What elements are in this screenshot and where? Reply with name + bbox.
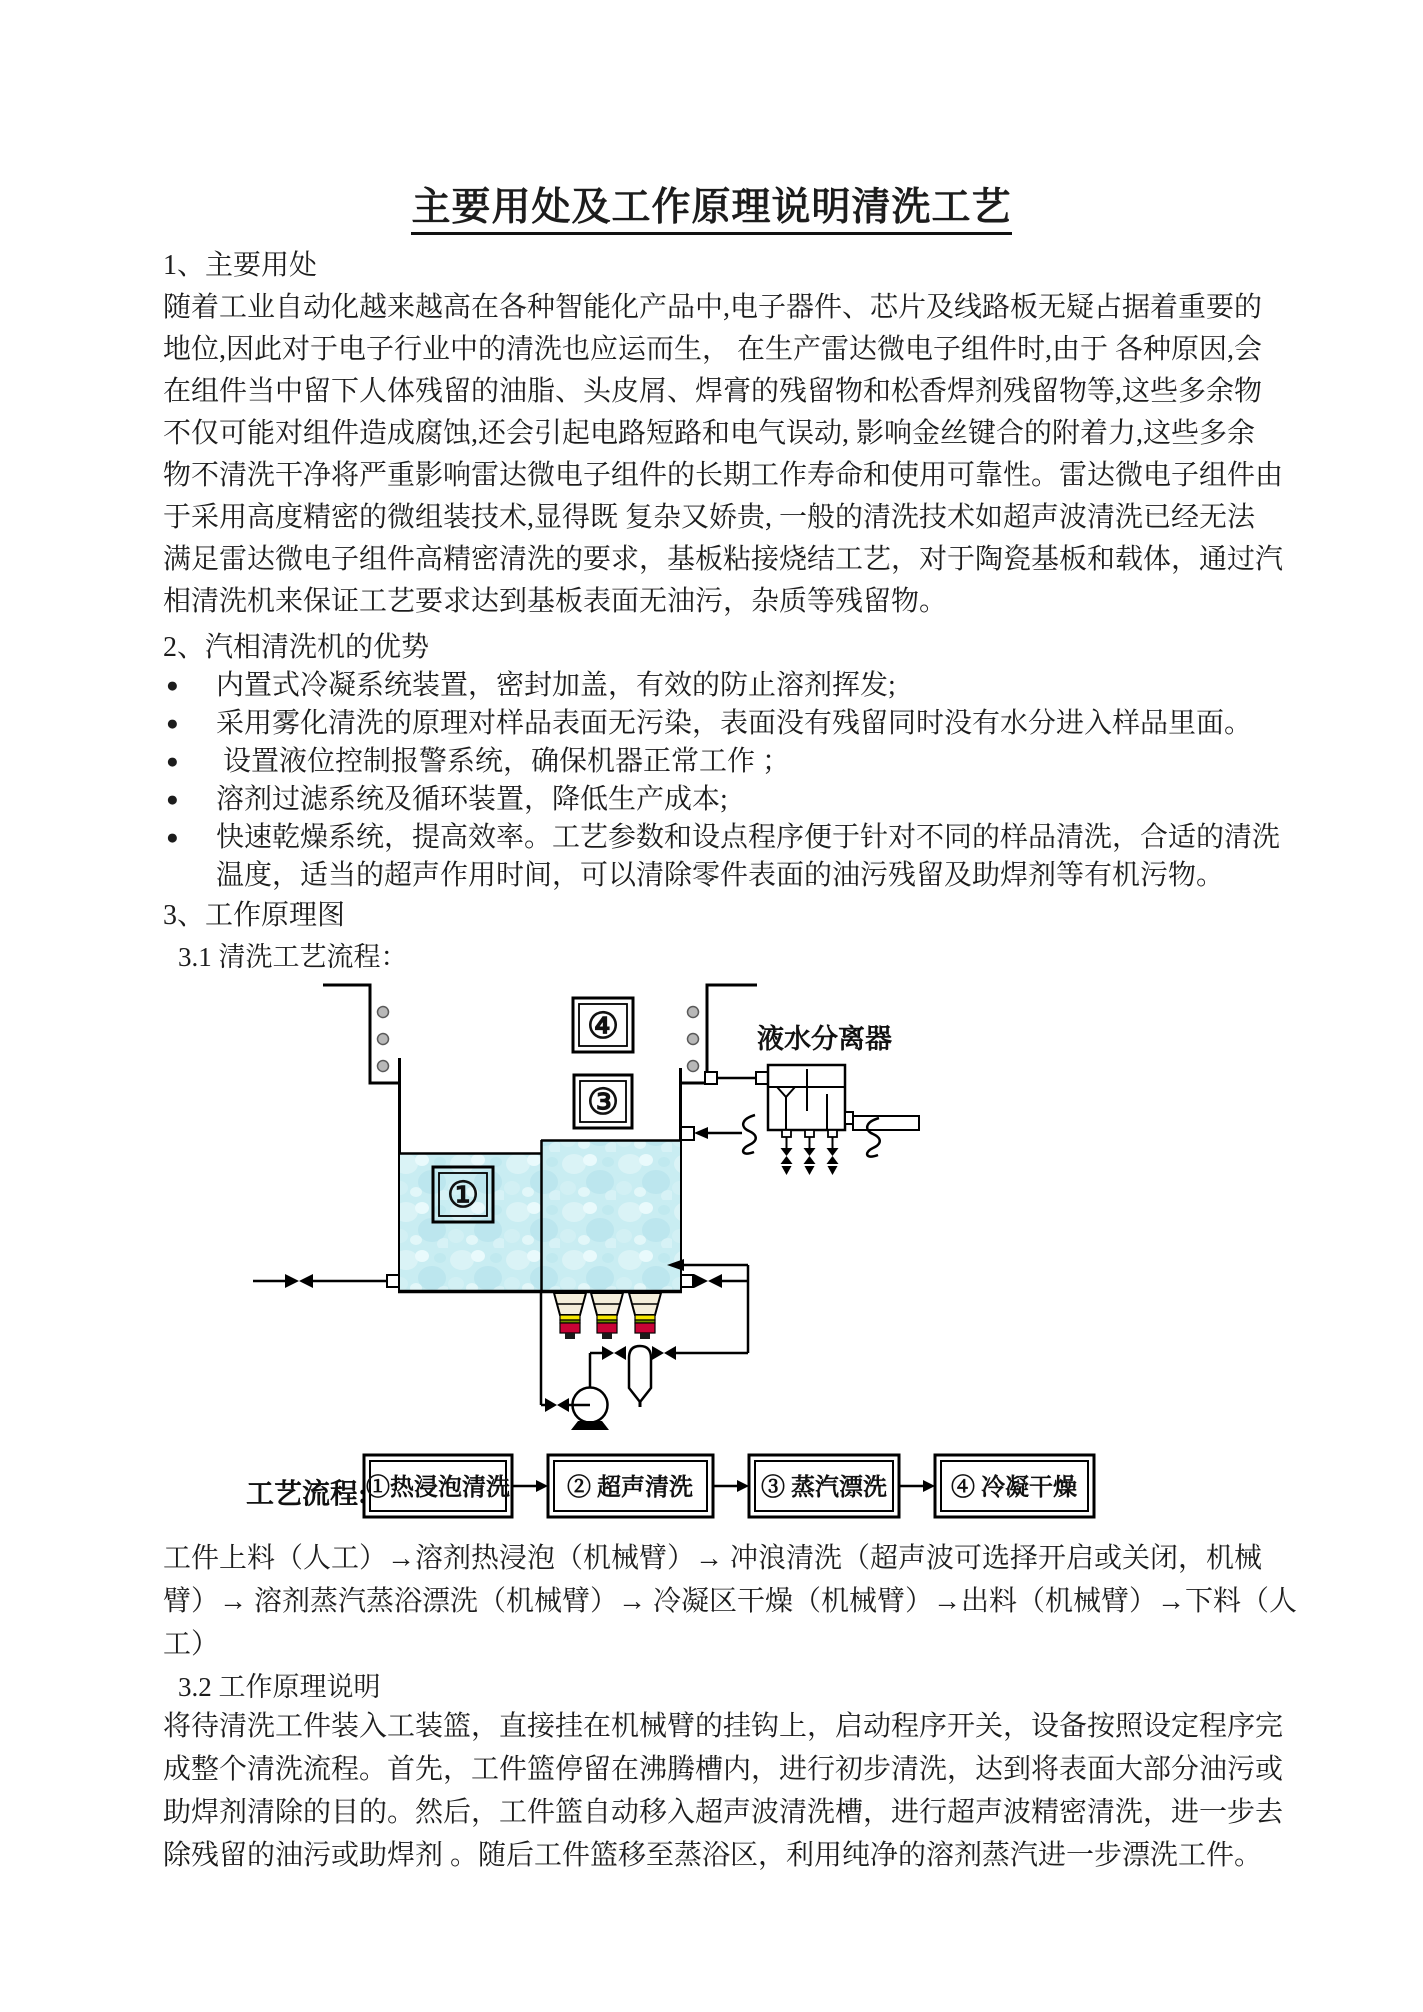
bullet-icon: ● — [166, 749, 179, 773]
paragraph-line: 成整个清洗流程。首先，工件篮停留在沸腾槽内，进行初步清洗，达到将表面大部分油污或 — [163, 1754, 1284, 1785]
cleaning-tank — [398, 1140, 682, 1292]
stage-4-number: ④ — [586, 1006, 620, 1046]
transducer-icon — [554, 1293, 586, 1339]
stage-1-number: ① — [446, 1175, 480, 1215]
stage-3-number: ③ — [586, 1082, 620, 1122]
bullet-continuation: 温度，适当的超声作用时间，可以清除零件表面的油污残留及助焊剂等有机污物。 — [216, 860, 1225, 891]
bullet-icon: ● — [166, 673, 179, 697]
ultrasonic-tank-water — [541, 1140, 680, 1291]
flow-text-line: 臂）→ 溶剂蒸汽蒸浴漂洗（机械臂）→ 冷凝区干燥（机械臂）→出料（机械臂）→下料（人 — [163, 1586, 1298, 1617]
bullet-icon: ● — [166, 825, 179, 849]
flow-step-label: ④ 冷凝干燥 — [951, 1475, 1077, 1501]
flow-step-label: ①热浸泡清洗 — [366, 1475, 510, 1501]
paragraph-line: 地位,因此对于电子行业中的清洗也应运而生， 在生产雷达微电子组件时,由于 各种原因,会 — [163, 334, 1263, 365]
pipe-break-icon — [743, 1115, 756, 1154]
pump-base — [571, 1421, 609, 1430]
list-item — [166, 817, 1286, 859]
housing-rivets-icon — [378, 1007, 699, 1072]
section2-heading: 2、汽相清洗机的优势 — [163, 632, 430, 663]
flow-step-label: ③ 蒸汽漂洗 — [761, 1475, 887, 1501]
section32-heading: 3.2 工作原理说明 — [178, 1672, 381, 1702]
list-item — [166, 741, 1286, 783]
flow-step-label: ② 超声清洗 — [567, 1475, 693, 1501]
paragraph-line: 在组件当中留下人体残留的油脂、头皮屑、焊膏的残留物和松香焊剂残留物等,这些多余物 — [163, 376, 1263, 407]
paragraph-line: 满足雷达微电子组件高精密清洗的要求，基板粘接烧结工艺，对于陶瓷基板和载体，通过汽 — [163, 544, 1284, 575]
section1-heading: 1、主要用处 — [163, 250, 318, 281]
process-flow-row — [246, 1455, 1094, 1517]
page-title: 主要用处及工作原理说明清洗工艺 — [0, 176, 1423, 232]
paragraph-line: 将待清洗工件装入工装篮，直接挂在机械臂的挂钩上，启动程序开关，设备按照设定程序完 — [163, 1711, 1284, 1742]
paragraph-line: 物不清洗干净将严重影响雷达微电子组件的长期工作寿命和使用可靠性。雷达微电子组件由 — [163, 460, 1284, 491]
separator-drain-valves — [781, 1130, 839, 1175]
filter — [629, 1346, 651, 1402]
liquid-water-separator — [705, 1023, 919, 1175]
transducer-icon — [591, 1293, 623, 1339]
bullet-icon: ● — [166, 787, 179, 811]
ultrasonic-transducers — [554, 1293, 661, 1339]
bullet-text: 溶剂过滤系统及循环装置，降低生产成本; — [216, 784, 728, 815]
section31-heading: 3.1 清洗工艺流程： — [178, 942, 408, 972]
paragraph-line: 相清洗机来保证工艺要求达到基板表面无油污，杂质等残留物。 — [163, 586, 948, 617]
paragraph-line: 于采用高度精密的微组装技术,显得既 复杂又娇贵, 一般的清洗技术如超声波清洗已经无法 — [163, 502, 1256, 533]
bullet-text: 采用雾化清洗的原理对样品表面无污染，表面没有残留同时没有水分进入样品里面。 — [216, 708, 1253, 739]
vapor-cleaning-machine-diagram — [0, 960, 1423, 1530]
bullet-text: 设置液位控制报警系统，确保机器正常工作 ； — [216, 746, 791, 777]
flow-text-line: 工件上料（人工）→溶剂热浸泡（机械臂）→ 冲浪清洗（超声波可选择开启或关闭，机械 — [163, 1543, 1263, 1574]
section3-heading: 3、工作原理图 — [163, 900, 346, 931]
separator-outlet-pipe — [853, 1116, 919, 1130]
flow-label: 工艺流程: — [246, 1479, 368, 1510]
list-item — [166, 779, 1286, 821]
bullet-icon: ● — [166, 711, 179, 735]
left-inlet-pipe — [253, 1274, 399, 1288]
transducer-icon — [629, 1293, 661, 1339]
list-item — [166, 665, 1286, 707]
paragraph-line: 不仅可能对组件造成腐蚀,还会引起电路短路和电气误动, 影响金丝键合的附着力,这些多余 — [163, 418, 1256, 449]
bullet-text: 快速乾燥系统，提高效率。工艺参数和设点程序便于针对不同的样品清洗，合适的清洗 — [216, 822, 1281, 853]
paragraph-line: 除残留的油污或助焊剂 。随后工件篮移至蒸浴区，利用纯净的溶剂蒸汽进一步漂洗工件。 — [163, 1840, 1263, 1871]
paragraph-line: 随着工业自动化越来越高在各种智能化产品中,电子器件、芯片及线路板无疑占据着重要的 — [163, 292, 1263, 323]
paragraph-line: 助焊剂清除的目的。然后，工件篮自动移入超声波清洗槽，进行超声波精密清洗，进一步去 — [163, 1797, 1284, 1828]
separator-label: 液水分离器 — [757, 1024, 892, 1054]
bullet-text: 内置式冷凝系统装置，密封加盖，有效的防止溶剂挥发; — [216, 670, 896, 701]
list-item — [166, 703, 1286, 745]
flow-text-line: 工） — [163, 1629, 220, 1660]
